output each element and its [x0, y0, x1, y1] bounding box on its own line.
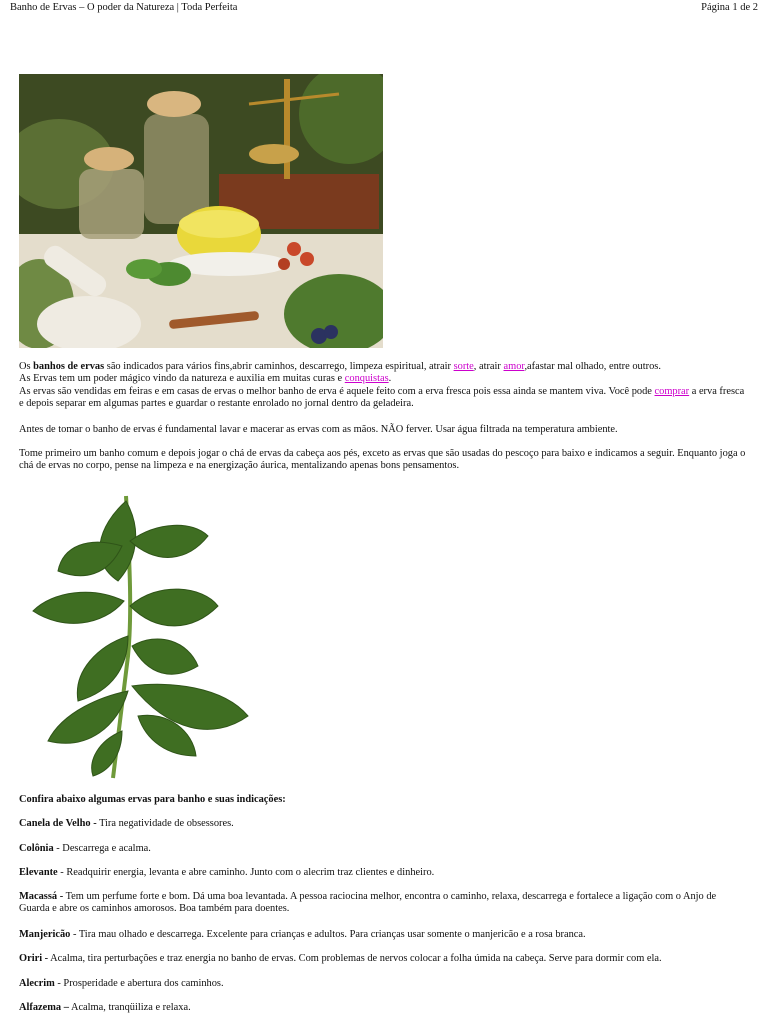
list-item [19, 818, 749, 830]
method-paragraph: Tome primeiro um banho comum e depois jogar o chá de ervas da cabeça aos pés, exceto as ervas que são usadas do pescoço para baixo e indicamos a seguir. Enquanto joga o chá de ervas no corpo, pense na limpeza e na energização áurica, mentalizando apenas bons pensamentos. [19, 448, 746, 472]
page-header [0, 0, 768, 16]
intro-text-8: a erva fresca e depois separar em algumas partes e guardar o restante enrolado no jornal dentro da geladeira. [19, 385, 745, 410]
list-item [19, 978, 749, 990]
herb-name: Elevante [19, 867, 58, 878]
list-item [19, 929, 749, 941]
intro-text-6: . [388, 373, 392, 385]
intro-bold-term: banhos de ervas [33, 361, 105, 372]
herb-description: - Tira mau olhado e descarrega. Excelente para crianças e adultos. Para crianças usar somente o manjericão e a rosa branca. [70, 929, 586, 940]
herb-name: Alfazema – [19, 1002, 69, 1013]
intro-text-3: , atrair [473, 361, 504, 372]
intro-text-2: são indicados para vários fins,abrir caminhos, descarrego, limpeza espiritual, atrair [104, 361, 454, 372]
herb-description: - Descarrega e acalma. [53, 843, 151, 854]
list-item [19, 953, 749, 965]
herb-description: Tem um perfume forte e bom. Dá uma boa levantada. A pessoa raciocina melhor, encontra o caminho, relaxa, descarrega e fortalece a ligação com o Anjo de Guarda e abre os caminhos amorosos. Boa também para doentes. [19, 891, 717, 915]
link-amor[interactable]: amor [503, 361, 525, 372]
herb-name: Canela de Velho - [19, 818, 97, 829]
herb-name: Macassá - [19, 891, 64, 902]
intro-text-7: As ervas são vendidas em feiras e em casas de ervas o melhor banho de erva é aquele feito com a erva fresca pois essa ainda se mantem viva. Você pode [19, 385, 655, 397]
herb-description: Tira negatividade de obsessores. [96, 818, 234, 829]
herb-description: - Readquirir energia, levanta e abre caminho. Junto com o alecrim traz clientes e dinheiro. [57, 867, 435, 878]
herbs-photo [19, 74, 383, 348]
document-title: Banho de Ervas – O poder da Natureza | Toda Perfeita [10, 2, 238, 13]
link-comprar[interactable]: comprar [654, 385, 690, 397]
page-number: Página 1 de 2 [701, 2, 758, 13]
herb-description: Acalma, tranqüiliza e relaxa. [68, 1002, 191, 1013]
herb-name: Alecrim [19, 978, 55, 989]
link-conquistas[interactable]: conquistas [344, 373, 389, 385]
list-item [19, 843, 749, 855]
intro-text-1: Os [19, 361, 34, 372]
list-item [19, 1002, 749, 1014]
preparation-paragraph: Antes de tomar o banho de ervas é fundamental lavar e macerar as ervas com as mãos. NÃO ferver. Usar água filtrada na temperatura ambiente. [19, 424, 618, 435]
herb-description: - Prosperidade e abertura dos caminhos. [54, 978, 224, 989]
link-sorte[interactable]: sorte [453, 361, 474, 372]
intro-text-5: As Ervas tem um poder mágico vindo da natureza e auxilia em muitas curas e [19, 373, 345, 385]
herb-name: Oriri - [19, 953, 49, 964]
intro-paragraph [19, 361, 749, 411]
list-item [19, 867, 749, 879]
herb-description: Acalma, tira perturbações e traz energia no banho de ervas. Com problemas de nervos colocar a folha úmida na cabeça. Serve para dormir com ela. [48, 953, 662, 964]
herb-name: Manjericão [19, 929, 71, 940]
herb-name: Colônia [19, 843, 54, 854]
list-heading: Confira abaixo algumas ervas para banho e suas indicações: [19, 794, 286, 805]
intro-text-4: ,afastar mal olhado, entre outros. [524, 361, 661, 372]
list-item [19, 891, 749, 916]
leaf-sprig-image [18, 486, 258, 782]
